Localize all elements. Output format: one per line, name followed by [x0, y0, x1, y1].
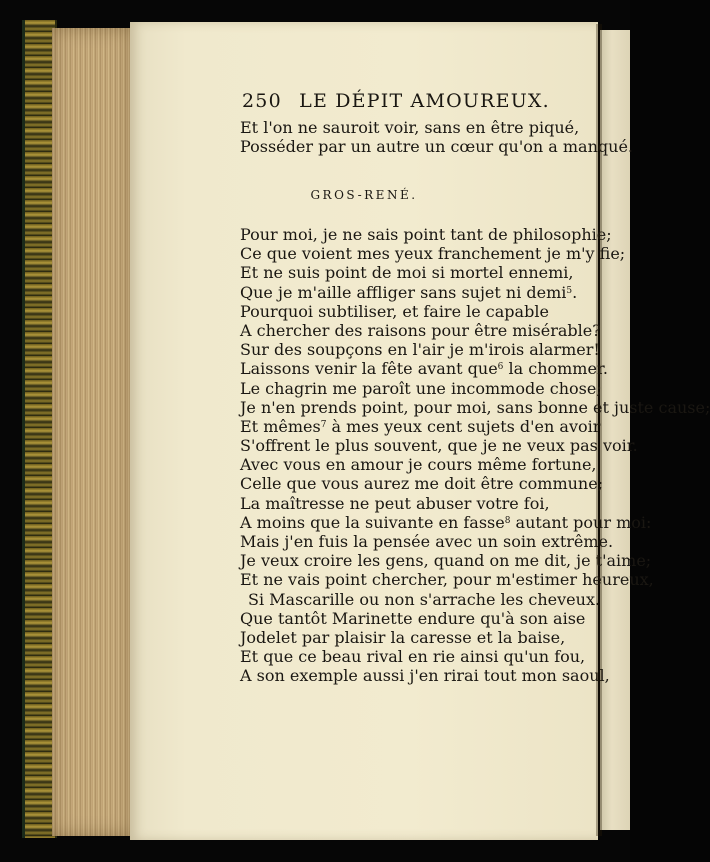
speaker-name: GROS-RENÉ.	[310, 188, 418, 202]
verse-line	[130, 118, 598, 137]
verse-text-continued: à mes yeux cent sujets d'en avoir	[326, 416, 601, 436]
verse-line	[130, 628, 598, 647]
verse-line	[130, 378, 602, 398]
verse-line	[130, 551, 652, 571]
verse-text: Pour moi, je ne sais point tant de philosophie;	[240, 225, 612, 244]
verse-text: Et ne suis point de moi si mortel ennemi,	[240, 263, 574, 283]
page-text	[130, 22, 710, 840]
verse-text: S'offrent le plus souvent, que je ne veux pas voir.	[240, 436, 638, 456]
verse-text: Je n'en prends point, pour moi, sans bonne et juste cause;	[240, 397, 710, 417]
verse-line	[130, 532, 614, 551]
verse-text: Que tantôt Marinette endure qu'à son aise	[240, 608, 586, 628]
verse-line	[130, 244, 626, 264]
footnote-marker: 7	[320, 419, 327, 430]
running-head	[242, 90, 550, 112]
verse-text: Sur des soupçons en l'air je m'irois alarmer!	[240, 340, 600, 360]
verse-text-continued: .	[572, 282, 578, 302]
verse-line	[130, 589, 601, 609]
verse-line	[130, 283, 598, 302]
verse-text: A chercher des raisons pour être misérable?	[240, 320, 601, 340]
verse-line	[130, 359, 608, 379]
verse-text: Le chagrin me paroît une incommode chose;	[240, 378, 602, 398]
verse-line	[130, 436, 638, 456]
verse-text: Si Mascarille ou non s'arrache les cheveux.	[248, 589, 601, 609]
verse-line	[130, 474, 604, 494]
verse-text: Mais j'en fuis la pensée avec un soin extrême.	[240, 532, 614, 551]
verse-line	[130, 302, 598, 321]
page-number: 250	[242, 90, 282, 112]
verse-line	[130, 666, 610, 686]
book-page	[130, 22, 710, 840]
verse-text: Je veux croire les gens, quand on me dit, je t'aime;	[240, 551, 652, 571]
verse-text-continued: la chommer.	[503, 359, 608, 379]
footnote-marker: 8	[504, 515, 511, 526]
gutter-shadow	[596, 24, 602, 836]
verse-line	[130, 340, 598, 359]
verse-block-top	[130, 118, 633, 157]
verse-line	[130, 397, 710, 417]
verse-text: Et l'on ne sauroit voir, sans en être piqué,	[240, 118, 580, 137]
verse-line	[130, 647, 598, 666]
verse-text: Celle que vous aurez me doit être commune;	[240, 474, 604, 494]
verse-text: Que je m'aille affliger sans sujet ni demi	[240, 282, 567, 302]
verse-line	[130, 455, 598, 474]
verse-line	[130, 609, 598, 628]
page-edges	[52, 28, 132, 836]
verse-text: Posséder par un autre un cœur qu'on a manqué.	[240, 137, 633, 157]
verse-text: Pourquoi subtiliser, et faire le capable	[240, 301, 549, 321]
footnote-marker: 6	[497, 362, 504, 373]
verse-text-continued: autant pour moi:	[510, 512, 652, 532]
verse-text: Jodelet par plaisir la caresse et la baise,	[240, 627, 566, 647]
verse-line	[130, 512, 652, 532]
running-title: LE DÉPIT AMOUREUX.	[299, 90, 550, 112]
verse-text: A moins que la suivante en fasse	[240, 512, 505, 532]
verse-block-main	[130, 225, 710, 686]
verse-text: Avec vous en amour je cours même fortune,	[240, 455, 597, 475]
verse-text: La maîtresse ne peut abuser votre foi,	[240, 493, 550, 513]
verse-line	[130, 494, 598, 513]
verse-line	[130, 225, 612, 244]
verse-text: Et mêmes	[240, 416, 321, 436]
verse-line	[130, 320, 601, 340]
verse-text: Et que ce beau rival en rie ainsi qu'un fou,	[240, 647, 586, 667]
footnote-marker: 5	[566, 285, 573, 296]
verse-text: Ce que voient mes yeux franchement je m'y fie;	[240, 244, 626, 264]
verse-text: Et ne vais point chercher, pour m'estimer heureux,	[240, 570, 654, 590]
verse-text: Laissons venir la fête avant que	[240, 359, 498, 379]
verse-line	[130, 263, 598, 282]
verse-line	[130, 570, 654, 590]
verse-text: A son exemple aussi j'en rirai tout mon saoul,	[240, 666, 610, 686]
verse-line	[130, 416, 601, 436]
verse-line	[130, 137, 633, 157]
